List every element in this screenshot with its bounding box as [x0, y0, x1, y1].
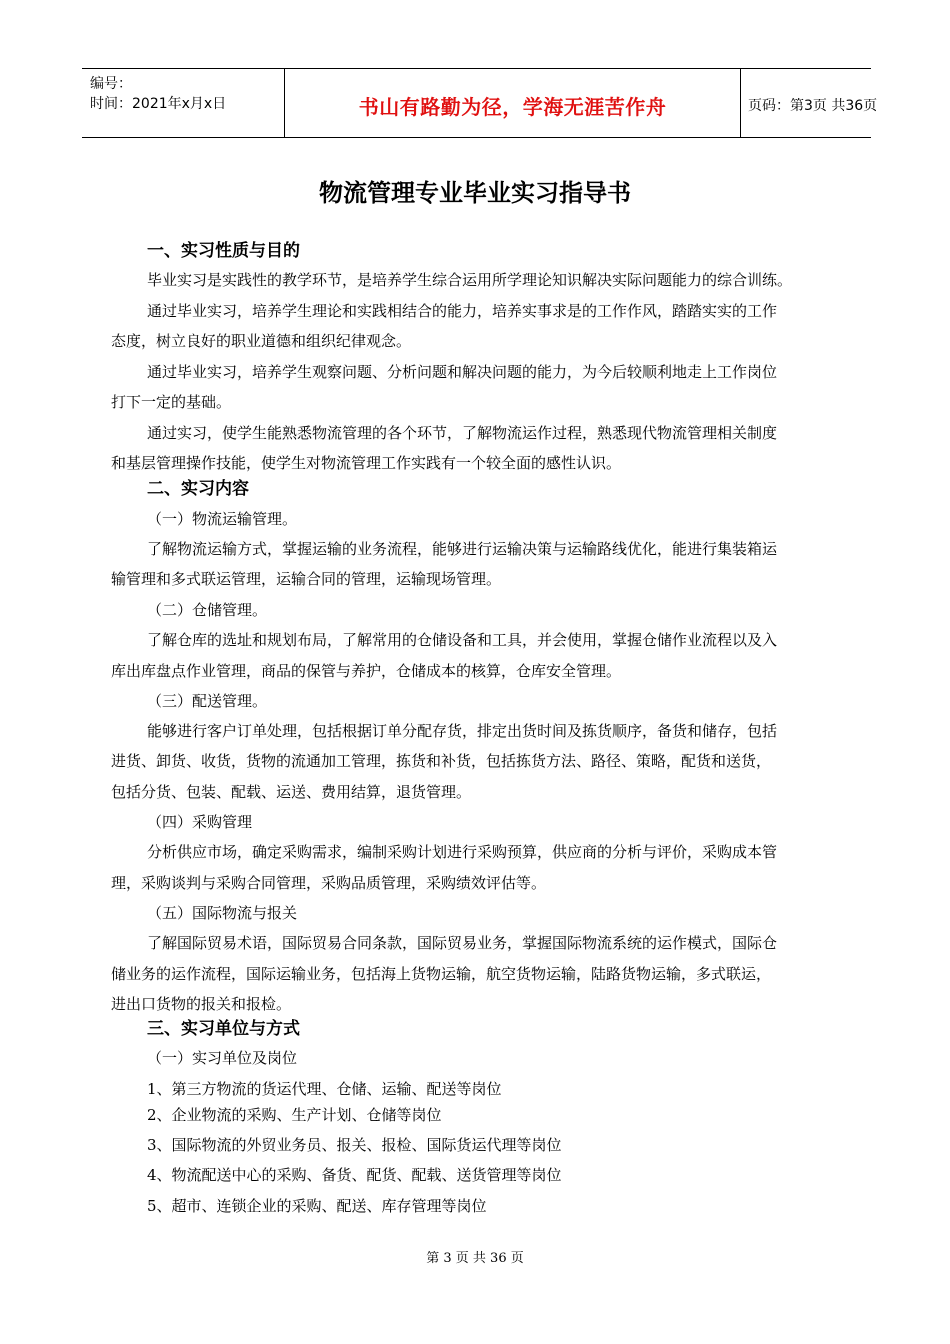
paragraph-line: 储业务的运作流程，国际运输业务，包括海上货物运输，航空货物运输，陆路货物运输，多式联运， — [111, 965, 772, 983]
subsection-heading: （一）物流运输管理。 — [147, 510, 298, 528]
subsection-heading: （一）实习单位及岗位 — [147, 1049, 298, 1067]
paragraph-line: 分析供应市场，确定采购需求，编制采购计划进行采购预算，供应商的分析与评价，采购成本管 — [147, 843, 778, 861]
list-item: 5、超市、连锁企业的采购、配送、库存管理等岗位 — [147, 1197, 487, 1215]
subsection-heading: （三）配送管理。 — [147, 692, 268, 710]
paragraph-line: 库出库盘点作业管理，商品的保管与养护，仓储成本的核算，仓库安全管理。 — [111, 662, 622, 680]
paragraph-line: 包括分货、包装、配载、运送、费用结算，退货管理。 — [111, 783, 472, 801]
paragraph-line: 了解仓库的选址和规划布局，了解常用的仓储设备和工具，并会使用，掌握仓储作业流程以及入 — [147, 631, 778, 649]
header-table — [82, 68, 878, 138]
paragraph-line: 打下一定的基础。 — [111, 393, 232, 411]
subsection-heading: （五）国际物流与报关 — [147, 904, 298, 922]
paragraph-line: 毕业实习是实践性的教学环节，是培养学生综合运用所学理论知识解决实际问题能力的综合训练。 — [147, 271, 793, 289]
page-info: 页码：第3页 共36页 — [748, 98, 878, 114]
paragraph-line: 理，采购谈判与采购合同管理，采购品质管理，采购绩效评估等。 — [111, 874, 547, 892]
page-title: 物流管理专业毕业实习指导书 — [319, 179, 631, 207]
date-label: 时间：2021年x月x日 — [90, 96, 227, 112]
section-heading-2: 二、实习内容 — [147, 479, 249, 499]
header-left-cell — [82, 69, 284, 137]
list-item: 3、国际物流的外贸业务员、报关、报检、国际货运代理等岗位 — [147, 1136, 562, 1154]
subsection-heading: （四）采购管理 — [147, 813, 253, 831]
section-heading-1: 一、实习性质与目的 — [147, 241, 300, 261]
paragraph-line: 输管理和多式联运管理，运输合同的管理，运输现场管理。 — [111, 570, 502, 588]
header-right-cell — [740, 69, 878, 137]
paragraph-line: 通过实习，使学生能熟悉物流管理的各个环节，了解物流运作过程，熟悉现代物流管理相关制度 — [147, 424, 778, 442]
paragraph-line: 进货、卸货、收货，货物的流通加工管理，拣货和补货，包括拣货方法、路径、策略，配货和送货， — [111, 752, 772, 770]
list-item: 2、企业物流的采购、生产计划、仓储等岗位 — [147, 1106, 442, 1124]
section-heading-3: 三、实习单位与方式 — [147, 1019, 300, 1039]
page-footer: 第 3 页 共 36 页 — [426, 1251, 524, 1266]
motto: 书山有路勤为径，学海无涯苦作舟 — [358, 95, 667, 119]
paragraph-line: 态度，树立良好的职业道德和组织纪律观念。 — [111, 332, 412, 350]
paragraph-line: 和基层管理操作技能，使学生对物流管理工作实践有一个较全面的感性认识。 — [111, 454, 622, 472]
paragraph-line: 能够进行客户订单处理，包括根据订单分配存货，排定出货时间及拣货顺序，备货和储存，包括 — [147, 722, 778, 740]
list-item: 1、第三方物流的货运代理、仓储、运输、配送等岗位 — [147, 1080, 502, 1098]
paragraph-line: 通过毕业实习，培养学生理论和实践相结合的能力，培养实事求是的工作作风，踏踏实实的工作 — [147, 302, 778, 320]
paragraph-line: 通过毕业实习，培养学生观察问题、分析问题和解决问题的能力，为今后较顺利地走上工作岗位 — [147, 363, 778, 381]
number-label: 编号： — [90, 76, 132, 92]
list-item: 4、物流配送中心的采购、备货、配货、配载、送货管理等岗位 — [147, 1166, 562, 1184]
paragraph-line: 了解国际贸易术语，国际贸易合同条款，国际贸易业务，掌握国际物流系统的运作模式，国际仓 — [147, 934, 778, 952]
subsection-heading: （二）仓储管理。 — [147, 601, 268, 619]
paragraph-line: 了解物流运输方式，掌握运输的业务流程，能够进行运输决策与运输路线优化，能进行集装箱运 — [147, 540, 778, 558]
header-motto-cell — [284, 69, 741, 137]
paragraph-line: 进出口货物的报关和报检。 — [111, 995, 292, 1013]
